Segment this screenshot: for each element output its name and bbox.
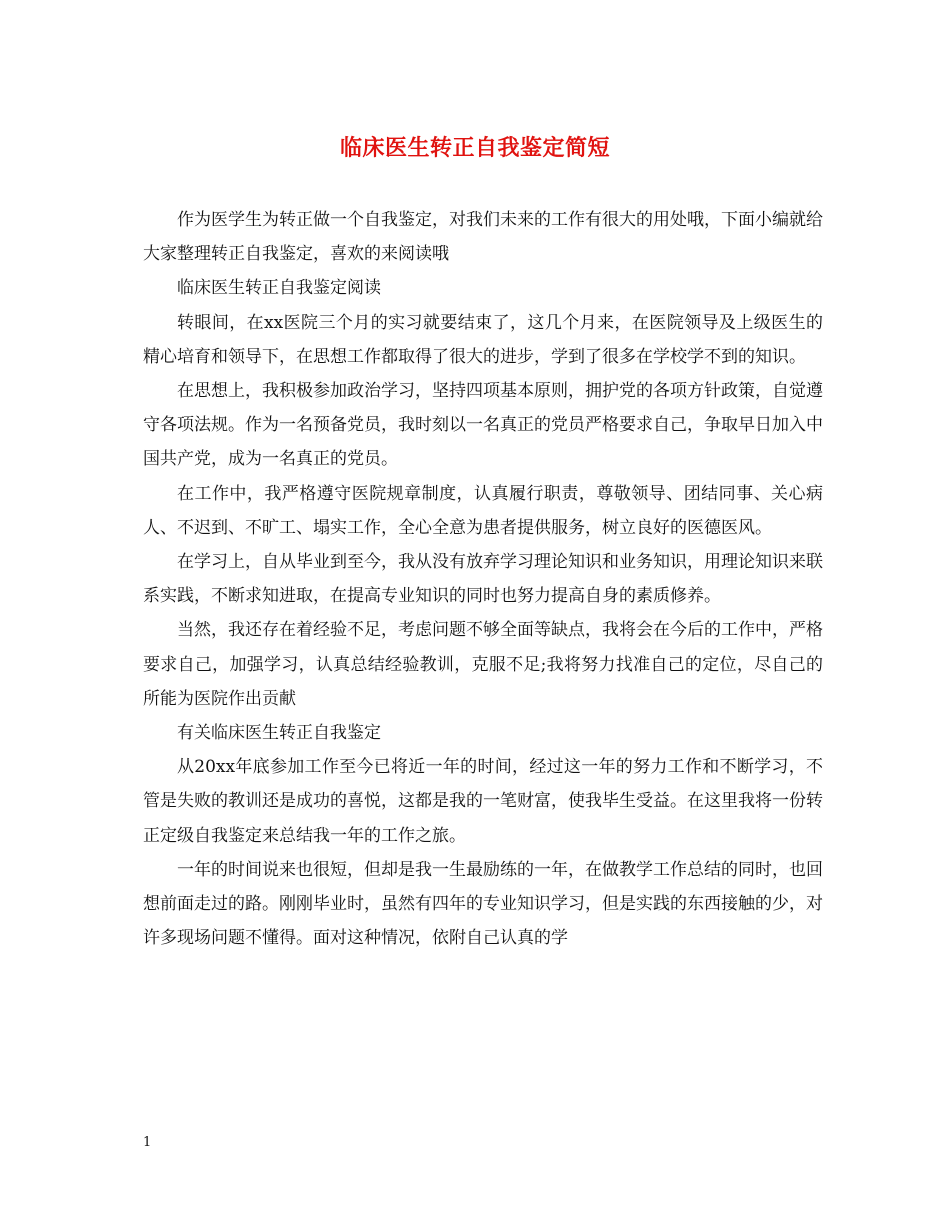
page-number: 1 — [143, 1135, 152, 1150]
document-body — [143, 203, 823, 955]
paragraph-thought: 在思想上，我积极参加政治学习，坚持四项基本原则，拥护党的各项方针政策，自觉遵守各项法规。作为一名预备党员，我时刻以一名真正的党员严格要求自己，争取早日加入中国共产党，成为一名真正的党员。 — [143, 381, 823, 470]
paragraph-study: 在学习上，自从毕业到至今，我从没有放弃学习理论知识和业务知识，用理论知识来联系实践，不断求知进取，在提高专业知识的同时也努力提高自身的素质修养。 — [143, 552, 823, 607]
document-title: 临床医生转正自我鉴定简短 — [339, 135, 610, 161]
paragraph-work: 在工作中，我严格遵守医院规章制度，认真履行职责，尊敬领导、团结同事、关心病人、不迟到、不旷工、塌实工作，全心全意为患者提供服务，树立良好的医德医风。 — [143, 483, 823, 538]
paragraph-reflection: 一年的时间说来也很短，但却是我一生最励练的一年，在做教学工作总结的同时，也回想前面走过的路。刚刚毕业时，虽然有四年的专业知识学习，但是实践的东西接触的少，对许多现场问题不懂得。面对这种情况，依附自己认真的学 — [143, 859, 823, 949]
paragraph-one-year: 从20xx年底参加工作至今已将近一年的时间，经过这一年的努力工作和不断学习，不管是失败的教训还是成功的喜悦，这都是我的一笔财富，使我毕生受益。在这里我将一份转正定级自我鉴定来总结我一年的工作之旅。 — [143, 757, 823, 846]
paragraph-intro: 作为医学生为转正做一个自我鉴定，对我们未来的工作有很大的用处哦，下面小编就给大家整理转正自我鉴定，喜欢的来阅读哦 — [143, 210, 823, 265]
section-heading-reading: 临床医生转正自我鉴定阅读 — [177, 278, 381, 299]
paragraph-shortcomings: 当然，我还存在着经验不足，考虑问题不够全面等缺点，我将会在今后的工作中，严格要求自己，加强学习，认真总结经验教训，克服不足;我将努力找准自己的定位，尽自己的所能为医院作出贡献 — [143, 620, 823, 709]
paragraph-internship: 转眼间，在xx医院三个月的实习就要结束了，这几个月来，在医院领导及上级医生的精心培育和领导下，在思想工作都取得了很大的进步，学到了很多在学校学不到的知识。 — [143, 312, 823, 367]
section-heading-related: 有关临床医生转正自我鉴定 — [177, 723, 381, 744]
